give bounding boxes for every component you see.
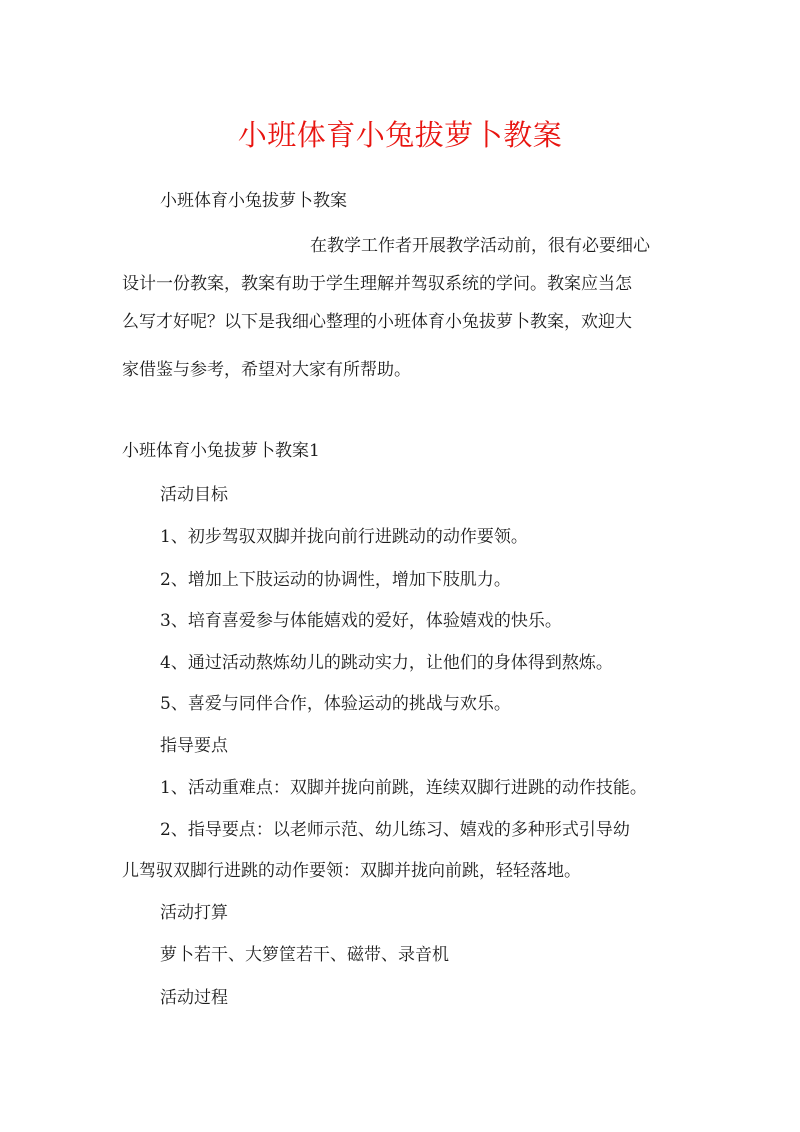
- plan-text: 萝卜若干、大箩筐若干、磁带、录音机: [160, 945, 449, 965]
- intro-line-3: 么写才好呢？以下是我细心整理的小班体育小兔拔萝卜教案，欢迎大: [122, 312, 632, 332]
- guide-heading: 指导要点: [160, 736, 228, 756]
- document-title: 小班体育小兔拔萝卜教案: [237, 118, 563, 152]
- intro-line-1: 在教学工作者开展教学活动前，很有必要细心: [310, 236, 650, 256]
- goal-item-1: 1、初步驾驭双脚并拢向前行进跳动的动作要领。: [160, 527, 528, 547]
- process-heading: 活动过程: [160, 988, 228, 1008]
- subtitle: 小班体育小兔拔萝卜教案: [160, 191, 347, 211]
- goal-item-2: 2、增加上下肢运动的协调性，增加下肢肌力。: [160, 570, 511, 590]
- goal-item-3: 3、培育喜爱参与体能嬉戏的爱好，体验嬉戏的快乐。: [160, 611, 562, 631]
- guide-line-3: 儿驾驭双脚行进跳的动作要领：双脚并拢向前跳，轻轻落地。: [122, 861, 581, 881]
- plan-heading: 活动打算: [160, 903, 228, 923]
- goal-item-4: 4、通过活动熬炼幼儿的跳动实力，让他们的身体得到熬炼。: [160, 653, 613, 673]
- guide-line-2: 2、指导要点：以老师示范、幼儿练习、嬉戏的多种形式引导幼: [160, 820, 630, 840]
- goals-heading: 活动目标: [160, 485, 228, 505]
- intro-line-4: 家借鉴与参考，希望对大家有所帮助。: [122, 360, 411, 380]
- goal-item-5: 5、喜爱与同伴合作，体验运动的挑战与欢乐。: [160, 694, 511, 714]
- guide-line-1: 1、活动重难点：双脚并拢向前跳，连续双脚行进跳的动作技能。: [160, 778, 647, 798]
- section-heading: 小班体育小兔拔萝卜教案1: [122, 441, 320, 461]
- intro-line-2: 设计一份教案，教案有助于学生理解并驾驭系统的学问。教案应当怎: [122, 274, 632, 294]
